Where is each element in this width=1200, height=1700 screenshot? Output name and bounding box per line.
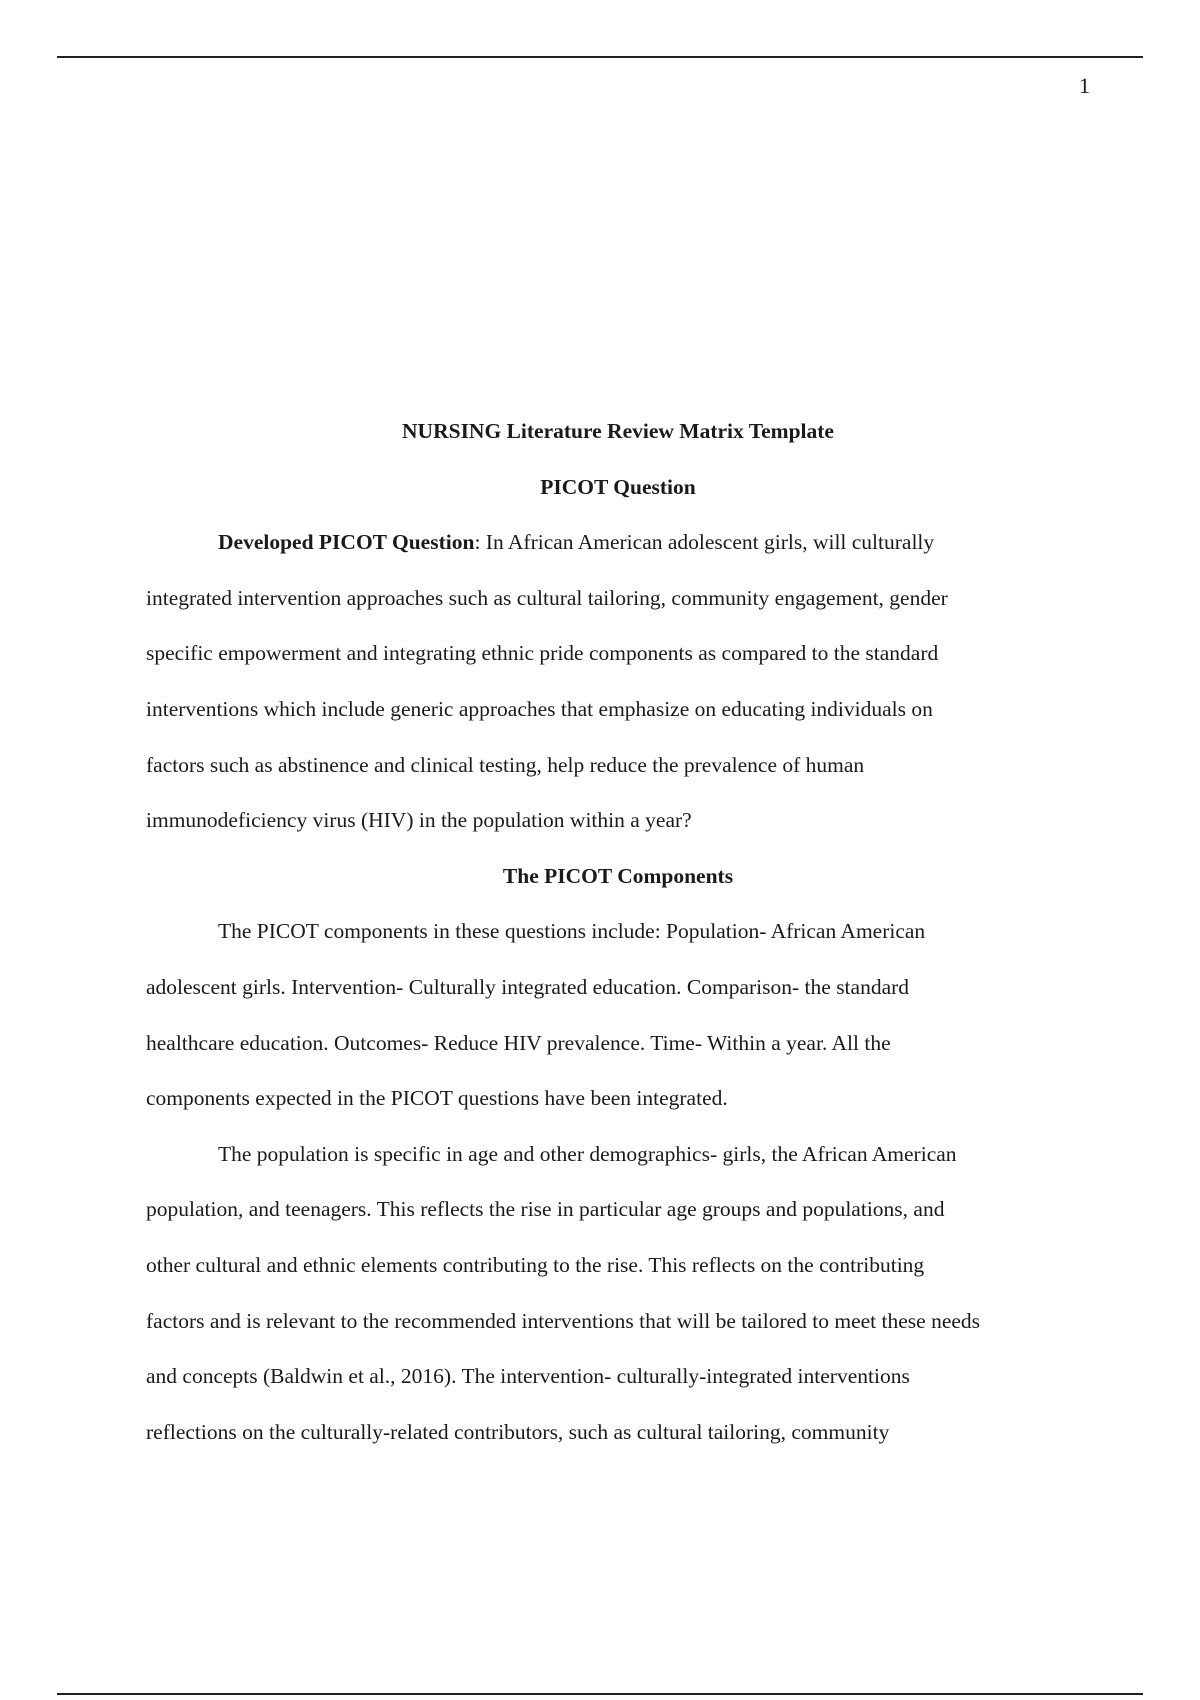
- paragraph-line: population, and teenagers. This reflects the rise in particular age groups and populations, and: [146, 1197, 945, 1222]
- components-paragraph: [146, 904, 1090, 1126]
- population-paragraph: [146, 1127, 1090, 1461]
- paragraph-line: integrated intervention approaches such as cultural tailoring, community engagement, gender: [146, 585, 948, 610]
- header-rule: [57, 56, 1143, 58]
- document-title: NURSING Literature Review Matrix Template: [402, 419, 834, 443]
- paragraph-line: factors and is relevant to the recommended interventions that will be tailored to meet these needs: [146, 1308, 981, 1333]
- paragraph-line: reflections on the culturally-related contributors, such as cultural tailoring, community: [146, 1419, 890, 1444]
- document-body: [146, 404, 1090, 1460]
- paragraph-line: components expected in the PICOT questions have been integrated.: [146, 1086, 728, 1111]
- paragraph-line: healthcare education. Outcomes- Reduce HIV prevalence. Time- Within a year. All the: [146, 1030, 891, 1055]
- picot-question-paragraph: [146, 515, 1090, 849]
- picot-question-label: Developed PICOT Question: [218, 530, 475, 555]
- paragraph-line: adolescent girls. Intervention- Culturally integrated education. Comparison- the standard: [146, 974, 910, 999]
- paragraph-line: specific empowerment and integrating ethnic pride components as compared to the standard: [146, 641, 939, 666]
- paragraph-line: and concepts (Baldwin et al., 2016). The intervention- culturally-integrated interventions: [146, 1364, 910, 1389]
- paragraph-line: [146, 515, 1090, 571]
- paragraph-line: immunodeficiency virus (HIV) in the population within a year?: [146, 808, 692, 833]
- page-number: 1: [1079, 73, 1090, 98]
- paragraph-line: The PICOT components in these questions include: Population- African American: [218, 919, 926, 944]
- paragraph-line: The population is specific in age and other demographics- girls, the African American: [218, 1141, 957, 1166]
- paragraph-line: interventions which include generic approaches that emphasize on educating individuals on: [146, 696, 933, 721]
- paragraph-line: other cultural and ethnic elements contributing to the rise. This reflects on the contributing: [146, 1252, 925, 1277]
- paragraph-line-text: : In African American adolescent girls, will culturally: [474, 530, 935, 555]
- section-heading-picot-components: The PICOT Components: [502, 863, 734, 888]
- section-heading-picot-question: PICOT Question: [540, 474, 696, 499]
- footer-rule: [57, 1693, 1143, 1695]
- paragraph-line: factors such as abstinence and clinical testing, help reduce the prevalence of human: [146, 752, 865, 777]
